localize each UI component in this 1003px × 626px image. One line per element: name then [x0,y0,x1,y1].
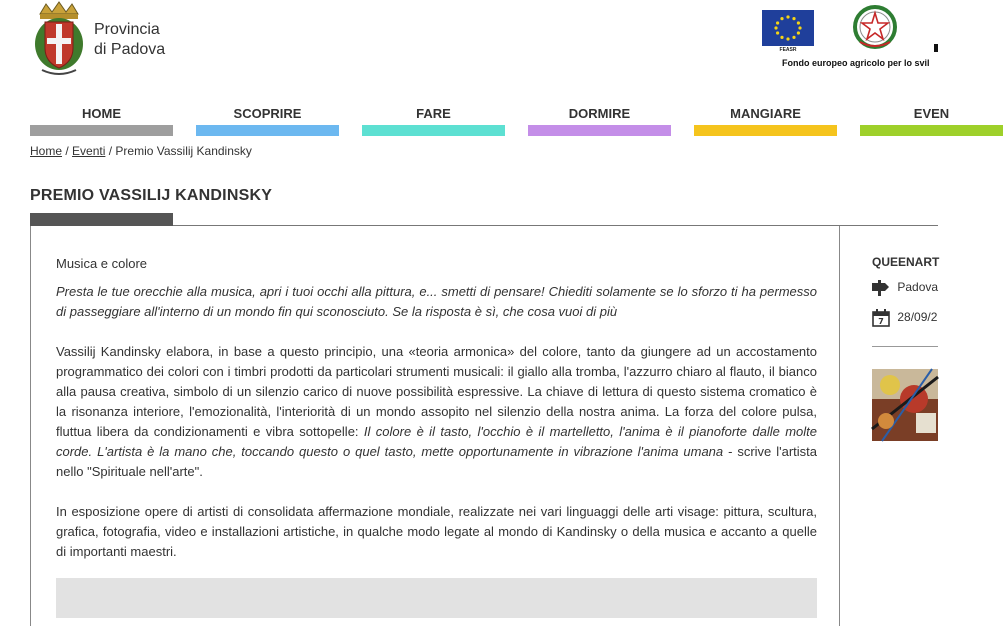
nav-label: SCOPRIRE [233,106,302,121]
nav-label: EVEN [913,106,950,121]
kandinsky-painting-image [872,369,938,441]
breadcrumb [30,144,252,158]
nav-color-bar [30,125,173,136]
italian-republic-emblem-icon [852,4,898,50]
article-intro: Presta le tue orecchie alla musica, apri i tuoi occhi alla pittura, e... smetti di pensare! Chiediti solamente se lo sforzo ti ha permesso di passeggiare all'interno di un mondo fin qui sconosciuto. Se la risposta è sì, che cosa vuoi di più [56,284,817,319]
breadcrumb-events-link[interactable]: Eventi [72,144,106,158]
nav-label: MANGIARE [730,106,801,121]
coat-of-arms-icon [30,0,88,78]
nav-color-bar [196,125,339,136]
sidebar-location [872,280,938,296]
event-thumbnail[interactable] [872,369,938,441]
signpost-icon [872,280,890,296]
article-subtitle: Musica e colore [56,256,148,271]
breadcrumb-separator: / [62,144,73,158]
nav-item-dormire[interactable] [528,104,671,138]
page-title: PREMIO VASSILIJ KANDINSKY [30,187,273,204]
nav-item-scoprire[interactable] [196,104,339,138]
brand-line-2: di Padova [94,41,166,58]
paragraph-text: - scrive l'artista nello "Spirituale nell'arte". [56,444,817,479]
breadcrumb-current: Premio Vassilij Kandinsky [115,144,252,158]
date-text: 28/09/2 [897,310,938,325]
breadcrumb-home-link[interactable]: Home [30,144,63,158]
nav-item-home[interactable] [30,104,173,138]
sidebar-event-title[interactable]: QUEENART [872,255,940,269]
article-body [56,254,817,582]
title-accent-bar [30,213,173,226]
sidebar-date [872,309,937,327]
eu-label: FEASR [779,47,797,53]
nav-item-eventi[interactable] [860,104,950,138]
nav-color-bar [362,125,505,136]
nav-color-bar [694,125,837,136]
brand-line-1: Provincia [94,21,160,38]
calendar-icon [872,309,890,327]
kandinsky-quote: Il colore è il tasto, l'occhio è il martelletto, l'anima è il pianoforte dalle molte corde. L'artista è la mano che, toccando questo o quel tasto, mette opportunamente in vibrazione l'anima umana [56,424,818,459]
header-edge-mark [934,44,938,52]
nav-label: HOME [82,106,121,121]
nav-item-mangiare[interactable] [694,104,837,138]
nav-item-fare[interactable] [362,104,505,138]
nav-color-bar [528,125,671,136]
location-text: Padova [897,280,939,295]
image-placeholder [56,578,817,618]
nav-label: DORMIRE [568,106,631,121]
main-nav [30,104,950,138]
calendar-day: 7 [878,317,884,326]
logo[interactable] [30,0,170,80]
article-paragraph-1 [56,342,817,482]
nav-label: FARE [416,106,451,121]
brand-name [94,20,165,60]
nav-color-bar [860,125,1003,136]
article-paragraph-2: In esposizione opere di artisti di consolidata affermazione mondiale, realizzate nei vari linguaggi delle arti visage: pittura, scultura, grafica, fotografia, video e installazioni artistiche, in qualche modo legate al mondo di Kandinsky o della musica e accanto a quelle di importanti maestri. [56,504,817,559]
paragraph-text: Vassilij Kandinsky elabora, in base a questo principio, una «teoria armonica» del colore, tanto da giungere ad un accostamento programmatico dei colori con i timbri prodotti da particolari strumenti musicali: il giallo alla tromba, l'azzurro chiaro al flauto, il bianco alla pausa creativa, simbolo di un silenzio carico di nuove possibilità espressive. La chiave di lettura di questo sistema cromatico è la risonanza interiore, l'emozionalità, l'interiorità di un mondo assopito nel silenzio della nostra anima. La forza del colore pulsa, fluttua libera da condizionamenti e vibra sottopelle: [56,344,817,439]
eu-flag-icon [762,10,814,46]
sidebar-divider [872,346,938,347]
fund-text: Fondo europeo agricolo per lo svil [782,58,930,68]
breadcrumb-separator: / [105,144,116,158]
